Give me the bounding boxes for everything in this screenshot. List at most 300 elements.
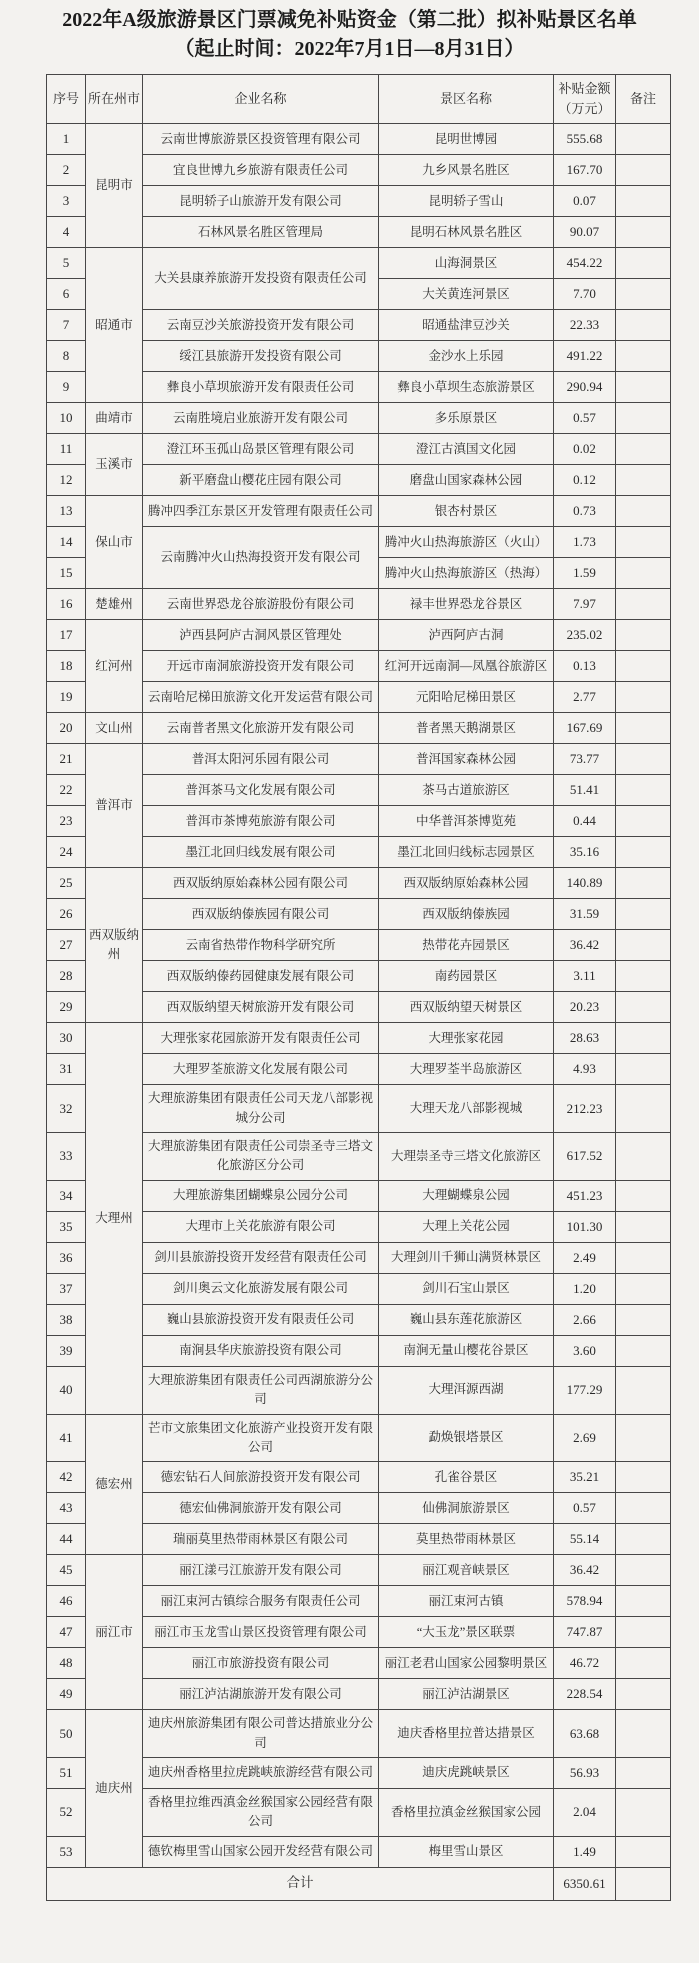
row-number-cell: 51 [47, 1758, 86, 1789]
amount-cell: 0.12 [554, 465, 616, 496]
city-cell: 丽江市 [86, 1555, 143, 1710]
remark-cell [616, 310, 671, 341]
company-cell: 澄江环玉孤山岛景区管理有限公司 [143, 434, 379, 465]
scenic-area-cell: 普洱国家森林公园 [379, 744, 554, 775]
row-number-cell: 29 [47, 992, 86, 1023]
amount-cell: 90.07 [554, 217, 616, 248]
remark-cell [616, 1335, 671, 1366]
amount-cell: 73.77 [554, 744, 616, 775]
company-cell: 泸西县阿庐古洞风景区管理处 [143, 620, 379, 651]
company-cell: 大理张家花园旅游开发有限责任公司 [143, 1023, 379, 1054]
row-number-cell: 26 [47, 899, 86, 930]
scenic-area-cell: 多乐原景区 [379, 403, 554, 434]
table-row [47, 1710, 671, 1758]
scenic-area-cell: 禄丰世界恐龙谷景区 [379, 589, 554, 620]
row-number-cell: 16 [47, 589, 86, 620]
amount-cell: 2.69 [554, 1414, 616, 1462]
scenic-area-cell: 剑川石宝山景区 [379, 1273, 554, 1304]
company-cell: 石林风景名胜区管理局 [143, 217, 379, 248]
amount-cell: 1.49 [554, 1836, 616, 1867]
scenic-area-cell: 大关黄连河景区 [379, 279, 554, 310]
scenic-area-cell: 昆明世博园 [379, 124, 554, 155]
row-number-cell: 53 [47, 1836, 86, 1867]
amount-cell: 51.41 [554, 775, 616, 806]
scenic-area-cell: 丽江束河古镇 [379, 1586, 554, 1617]
remark-cell [616, 620, 671, 651]
amount-cell: 451.23 [554, 1180, 616, 1211]
document-title-line2: （起止时间：2022年7月1日—8月31日） [174, 38, 525, 60]
company-cell: 香格里拉维西滇金丝猴国家公园经营有限公司 [143, 1789, 379, 1837]
row-number-cell: 8 [47, 341, 86, 372]
company-cell: 宜良世博九乡旅游有限责任公司 [143, 155, 379, 186]
row-number-cell: 37 [47, 1273, 86, 1304]
company-cell: 丽江泸沽湖旅游开发有限公司 [143, 1679, 379, 1710]
remark-cell [616, 1789, 671, 1837]
header-remark: 备注 [616, 75, 671, 124]
company-cell: 昆明轿子山旅游开发有限公司 [143, 186, 379, 217]
scenic-area-cell: 梅里雪山景区 [379, 1836, 554, 1867]
remark-cell [616, 1085, 671, 1133]
company-cell: 德宏钻石人间旅游投资开发有限公司 [143, 1462, 379, 1493]
row-number-cell: 28 [47, 961, 86, 992]
row-number-cell: 47 [47, 1617, 86, 1648]
scenic-area-cell: 南涧无量山樱花谷景区 [379, 1335, 554, 1366]
amount-cell: 101.30 [554, 1211, 616, 1242]
company-cell: 德宏仙佛洞旅游开发有限公司 [143, 1493, 379, 1524]
remark-cell [616, 248, 671, 279]
row-number-cell: 30 [47, 1023, 86, 1054]
row-number-cell: 17 [47, 620, 86, 651]
amount-cell: 28.63 [554, 1023, 616, 1054]
city-cell: 保山市 [86, 496, 143, 589]
remark-cell [616, 186, 671, 217]
amount-cell: 140.89 [554, 868, 616, 899]
scenic-area-cell: 红河开远南洞—凤凰谷旅游区 [379, 651, 554, 682]
row-number-cell: 49 [47, 1679, 86, 1710]
row-number-cell: 41 [47, 1414, 86, 1462]
company-cell: 德钦梅里雪山国家公园开发经营有限公司 [143, 1836, 379, 1867]
scenic-area-cell: 墨江北回归线标志园景区 [379, 837, 554, 868]
company-cell: 新平磨盘山樱花庄园有限公司 [143, 465, 379, 496]
amount-cell: 7.70 [554, 279, 616, 310]
row-number-cell: 36 [47, 1242, 86, 1273]
remark-cell [616, 1133, 671, 1181]
company-cell: 西双版纳望天树旅游开发有限公司 [143, 992, 379, 1023]
scenic-area-cell: 普者黑天鹅湖景区 [379, 713, 554, 744]
header-subsidy-amount: 补贴金额（万元） [554, 75, 616, 124]
row-number-cell: 11 [47, 434, 86, 465]
row-number-cell: 48 [47, 1648, 86, 1679]
company-cell: 剑川奥云文化旅游发展有限公司 [143, 1273, 379, 1304]
table-row [47, 403, 671, 434]
company-cell: 迪庆州香格里拉虎跳峡旅游经营有限公司 [143, 1758, 379, 1789]
company-cell: 西双版纳傣药园健康发展有限公司 [143, 961, 379, 992]
remark-cell [616, 775, 671, 806]
remark-cell [616, 589, 671, 620]
row-number-cell: 39 [47, 1335, 86, 1366]
city-cell: 楚雄州 [86, 589, 143, 620]
amount-cell: 35.16 [554, 837, 616, 868]
amount-cell: 167.70 [554, 155, 616, 186]
amount-cell: 3.60 [554, 1335, 616, 1366]
scenic-area-cell: 大理上关花公园 [379, 1211, 554, 1242]
remark-cell [616, 899, 671, 930]
city-cell: 西双版纳州 [86, 868, 143, 1023]
total-label-cell: 合计 [47, 1867, 554, 1900]
amount-cell: 290.94 [554, 372, 616, 403]
remark-cell [616, 1524, 671, 1555]
city-cell: 普洱市 [86, 744, 143, 868]
table-header [47, 75, 671, 124]
table-row [47, 744, 671, 775]
row-number-cell: 35 [47, 1211, 86, 1242]
row-number-cell: 45 [47, 1555, 86, 1586]
company-cell: 迪庆州旅游集团有限公司普达措旅业分公司 [143, 1710, 379, 1758]
city-cell: 昭通市 [86, 248, 143, 403]
scenic-area-cell: 山海洞景区 [379, 248, 554, 279]
remark-cell [616, 1493, 671, 1524]
row-number-cell: 43 [47, 1493, 86, 1524]
row-number-cell: 46 [47, 1586, 86, 1617]
remark-cell [616, 868, 671, 899]
scenic-area-cell: 孔雀谷景区 [379, 1462, 554, 1493]
amount-cell: 2.66 [554, 1304, 616, 1335]
company-cell: 大理市上关花旅游有限公司 [143, 1211, 379, 1242]
row-number-cell: 5 [47, 248, 86, 279]
remark-cell [616, 930, 671, 961]
scenic-area-cell: 丽江泸沽湖景区 [379, 1679, 554, 1710]
row-number-cell: 38 [47, 1304, 86, 1335]
row-number-cell: 27 [47, 930, 86, 961]
scenic-area-cell: 大理天龙八部影视城 [379, 1085, 554, 1133]
company-cell: 普洱市茶博苑旅游有限公司 [143, 806, 379, 837]
scenic-area-cell: 腾冲火山热海旅游区（热海） [379, 558, 554, 589]
row-number-cell: 25 [47, 868, 86, 899]
amount-cell: 0.57 [554, 1493, 616, 1524]
remark-cell [616, 1366, 671, 1414]
company-cell: 云南省热带作物科学研究所 [143, 930, 379, 961]
company-cell: 墨江北回归线发展有限公司 [143, 837, 379, 868]
city-cell: 曲靖市 [86, 403, 143, 434]
header-city: 所在州市 [86, 75, 143, 124]
header-company: 企业名称 [143, 75, 379, 124]
city-cell: 红河州 [86, 620, 143, 713]
company-cell: 西双版纳傣族园有限公司 [143, 899, 379, 930]
amount-cell: 36.42 [554, 930, 616, 961]
total-amount-cell: 6350.61 [554, 1867, 616, 1900]
amount-cell: 491.22 [554, 341, 616, 372]
amount-cell: 7.97 [554, 589, 616, 620]
row-number-cell: 1 [47, 124, 86, 155]
remark-cell [616, 124, 671, 155]
remark-cell [616, 1758, 671, 1789]
scenic-area-cell: 南药园景区 [379, 961, 554, 992]
table-row [47, 124, 671, 155]
amount-cell: 55.14 [554, 1524, 616, 1555]
row-number-cell: 4 [47, 217, 86, 248]
scenic-area-cell: 仙佛洞旅游景区 [379, 1493, 554, 1524]
remark-cell [616, 465, 671, 496]
remark-cell [616, 1679, 671, 1710]
scenic-area-cell: 中华普洱茶博览苑 [379, 806, 554, 837]
remark-cell [616, 1211, 671, 1242]
remark-cell [616, 341, 671, 372]
row-number-cell: 10 [47, 403, 86, 434]
amount-cell: 56.93 [554, 1758, 616, 1789]
remark-cell [616, 1836, 671, 1867]
amount-cell: 3.11 [554, 961, 616, 992]
amount-cell: 63.68 [554, 1710, 616, 1758]
row-number-cell: 15 [47, 558, 86, 589]
scenic-area-cell: 腾冲火山热海旅游区（火山） [379, 527, 554, 558]
company-cell: 普洱太阳河乐园有限公司 [143, 744, 379, 775]
scenic-area-cell: 茶马古道旅游区 [379, 775, 554, 806]
amount-cell: 35.21 [554, 1462, 616, 1493]
remark-cell [616, 496, 671, 527]
remark-cell [616, 1273, 671, 1304]
company-cell: 腾冲四季江东景区开发管理有限责任公司 [143, 496, 379, 527]
row-number-cell: 7 [47, 310, 86, 341]
table-row [47, 1555, 671, 1586]
remark-cell [616, 961, 671, 992]
remark-cell [616, 1304, 671, 1335]
scenic-area-cell: 元阳哈尼梯田景区 [379, 682, 554, 713]
company-cell: 大理罗荃旅游文化发展有限公司 [143, 1054, 379, 1085]
remark-cell [616, 1586, 671, 1617]
row-number-cell: 19 [47, 682, 86, 713]
table-row [47, 434, 671, 465]
company-cell: 普洱茶马文化发展有限公司 [143, 775, 379, 806]
amount-cell: 235.02 [554, 620, 616, 651]
company-cell: 云南胜境启业旅游开发有限公司 [143, 403, 379, 434]
scenic-area-cell: 大理洱源西湖 [379, 1366, 554, 1414]
company-cell: 丽江市玉龙雪山景区投资管理有限公司 [143, 1617, 379, 1648]
scenic-area-cell: 金沙水上乐园 [379, 341, 554, 372]
scenic-area-cell: 丽江老君山国家公园黎明景区 [379, 1648, 554, 1679]
company-cell: 云南哈尼梯田旅游文化开发运营有限公司 [143, 682, 379, 713]
table-row [47, 1023, 671, 1054]
row-number-cell: 42 [47, 1462, 86, 1493]
company-cell: 大理旅游集团蝴蝶泉公园分公司 [143, 1180, 379, 1211]
company-cell: 剑川县旅游投资开发经营有限责任公司 [143, 1242, 379, 1273]
company-cell: 开远市南洞旅游投资开发有限公司 [143, 651, 379, 682]
company-cell: 彝良小草坝旅游开发有限责任公司 [143, 372, 379, 403]
company-cell: 云南世界恐龙谷旅游股份有限公司 [143, 589, 379, 620]
total-row [47, 1867, 671, 1900]
city-cell: 迪庆州 [86, 1710, 143, 1868]
scenic-area-cell: 大理罗荃半岛旅游区 [379, 1054, 554, 1085]
remark-cell [616, 806, 671, 837]
scenic-area-cell: 大理蝴蝶泉公园 [379, 1180, 554, 1211]
remark-cell [616, 1710, 671, 1758]
scenic-area-cell: 勐焕银塔景区 [379, 1414, 554, 1462]
city-cell: 德宏州 [86, 1414, 143, 1555]
subsidy-table-body [47, 124, 671, 1868]
row-number-cell: 12 [47, 465, 86, 496]
remark-cell [616, 1555, 671, 1586]
city-cell: 玉溪市 [86, 434, 143, 496]
scenic-area-cell: 泸西阿庐古洞 [379, 620, 554, 651]
row-number-cell: 44 [47, 1524, 86, 1555]
amount-cell: 177.29 [554, 1366, 616, 1414]
scenic-area-cell: 热带花卉园景区 [379, 930, 554, 961]
city-cell: 昆明市 [86, 124, 143, 248]
table-row [47, 620, 671, 651]
row-number-cell: 50 [47, 1710, 86, 1758]
scenic-area-cell: 昆明轿子雪山 [379, 186, 554, 217]
subsidy-table [46, 74, 671, 1901]
scenic-area-cell: 莫里热带雨林景区 [379, 1524, 554, 1555]
total-remark-cell [616, 1867, 671, 1900]
company-cell: 云南世博旅游景区投资管理有限公司 [143, 124, 379, 155]
table-row [47, 248, 671, 279]
scenic-area-cell: 大理张家花园 [379, 1023, 554, 1054]
company-cell: 大理旅游集团有限责任公司西湖旅游分公司 [143, 1366, 379, 1414]
scenic-area-cell: 香格里拉滇金丝猴国家公园 [379, 1789, 554, 1837]
company-cell: 巍山县旅游投资开发有限责任公司 [143, 1304, 379, 1335]
company-cell: 大理旅游集团有限责任公司崇圣寺三塔文化旅游区分公司 [143, 1133, 379, 1181]
amount-cell: 617.52 [554, 1133, 616, 1181]
scenic-area-cell: 磨盘山国家森林公园 [379, 465, 554, 496]
company-cell: 云南普者黑文化旅游开发有限公司 [143, 713, 379, 744]
amount-cell: 0.07 [554, 186, 616, 217]
row-number-cell: 24 [47, 837, 86, 868]
remark-cell [616, 1648, 671, 1679]
amount-cell: 2.77 [554, 682, 616, 713]
row-number-cell: 9 [47, 372, 86, 403]
row-number-cell: 3 [47, 186, 86, 217]
remark-cell [616, 1414, 671, 1462]
remark-cell [616, 713, 671, 744]
remark-cell [616, 558, 671, 589]
remark-cell [616, 1242, 671, 1273]
amount-cell: 0.57 [554, 403, 616, 434]
amount-cell: 578.94 [554, 1586, 616, 1617]
row-number-cell: 20 [47, 713, 86, 744]
row-number-cell: 31 [47, 1054, 86, 1085]
remark-cell [616, 1180, 671, 1211]
company-cell: 丽江市旅游投资有限公司 [143, 1648, 379, 1679]
amount-cell: 0.44 [554, 806, 616, 837]
table-footer [47, 1867, 671, 1900]
company-cell: 绥江县旅游开发投资有限公司 [143, 341, 379, 372]
row-number-cell: 32 [47, 1085, 86, 1133]
scenic-area-cell: 西双版纳原始森林公园 [379, 868, 554, 899]
remark-cell [616, 403, 671, 434]
document-title-line1: 2022年A级旅游景区门票减免补贴资金（第二批）拟补贴景区名单 [62, 9, 637, 31]
scenic-area-cell: 昭通盐津豆沙关 [379, 310, 554, 341]
remark-cell [616, 682, 671, 713]
scenic-area-cell: “大玉龙”景区联票 [379, 1617, 554, 1648]
scenic-area-cell: 昆明石林风景名胜区 [379, 217, 554, 248]
remark-cell [616, 155, 671, 186]
scenic-area-cell: 大理崇圣寺三塔文化旅游区 [379, 1133, 554, 1181]
table-row [47, 589, 671, 620]
scenic-area-cell: 彝良小草坝生态旅游景区 [379, 372, 554, 403]
remark-cell [616, 1054, 671, 1085]
remark-cell [616, 217, 671, 248]
scenic-area-cell: 澄江古滇国文化园 [379, 434, 554, 465]
amount-cell: 1.73 [554, 527, 616, 558]
company-cell: 大理旅游集团有限责任公司天龙八部影视城分公司 [143, 1085, 379, 1133]
amount-cell: 0.13 [554, 651, 616, 682]
scenic-area-cell: 西双版纳望天树景区 [379, 992, 554, 1023]
table-row [47, 713, 671, 744]
scenic-area-cell: 银杏村景区 [379, 496, 554, 527]
table-row [47, 1414, 671, 1462]
company-cell: 云南腾冲火山热海投资开发有限公司 [143, 527, 379, 589]
remark-cell [616, 1617, 671, 1648]
company-cell: 大关县康养旅游开发投资有限责任公司 [143, 248, 379, 310]
row-number-cell: 33 [47, 1133, 86, 1181]
table-header-row [47, 75, 671, 124]
amount-cell: 20.23 [554, 992, 616, 1023]
company-cell: 丽江束河古镇综合服务有限责任公司 [143, 1586, 379, 1617]
remark-cell [616, 651, 671, 682]
scenic-area-cell: 大理剑川千狮山满贤林景区 [379, 1242, 554, 1273]
remark-cell [616, 372, 671, 403]
remark-cell [616, 837, 671, 868]
amount-cell: 747.87 [554, 1617, 616, 1648]
amount-cell: 22.33 [554, 310, 616, 341]
scenic-area-cell: 迪庆虎跳峡景区 [379, 1758, 554, 1789]
company-cell: 丽江漾弓江旅游开发有限公司 [143, 1555, 379, 1586]
remark-cell [616, 744, 671, 775]
header-scenic-area: 景区名称 [379, 75, 554, 124]
amount-cell: 1.20 [554, 1273, 616, 1304]
row-number-cell: 14 [47, 527, 86, 558]
row-number-cell: 2 [47, 155, 86, 186]
amount-cell: 0.02 [554, 434, 616, 465]
row-number-cell: 34 [47, 1180, 86, 1211]
scenic-area-cell: 丽江观音峡景区 [379, 1555, 554, 1586]
remark-cell [616, 434, 671, 465]
company-cell: 西双版纳原始森林公园有限公司 [143, 868, 379, 899]
amount-cell: 36.42 [554, 1555, 616, 1586]
row-number-cell: 18 [47, 651, 86, 682]
company-cell: 南涧县华庆旅游投资有限公司 [143, 1335, 379, 1366]
remark-cell [616, 992, 671, 1023]
amount-cell: 454.22 [554, 248, 616, 279]
row-number-cell: 22 [47, 775, 86, 806]
row-number-cell: 40 [47, 1366, 86, 1414]
row-number-cell: 21 [47, 744, 86, 775]
amount-cell: 167.69 [554, 713, 616, 744]
amount-cell: 31.59 [554, 899, 616, 930]
row-number-cell: 6 [47, 279, 86, 310]
remark-cell [616, 527, 671, 558]
amount-cell: 46.72 [554, 1648, 616, 1679]
remark-cell [616, 1462, 671, 1493]
amount-cell: 2.49 [554, 1242, 616, 1273]
row-number-cell: 23 [47, 806, 86, 837]
amount-cell: 212.23 [554, 1085, 616, 1133]
scenic-area-cell: 西双版纳傣族园 [379, 899, 554, 930]
company-cell: 芒市文旅集团文化旅游产业投资开发有限公司 [143, 1414, 379, 1462]
table-row [47, 868, 671, 899]
company-cell: 瑞丽莫里热带雨林景区有限公司 [143, 1524, 379, 1555]
amount-cell: 4.93 [554, 1054, 616, 1085]
header-row-number: 序号 [47, 75, 86, 124]
amount-cell: 0.73 [554, 496, 616, 527]
row-number-cell: 13 [47, 496, 86, 527]
table-row [47, 496, 671, 527]
scenic-area-cell: 九乡风景名胜区 [379, 155, 554, 186]
remark-cell [616, 1023, 671, 1054]
city-cell: 大理州 [86, 1023, 143, 1414]
amount-cell: 555.68 [554, 124, 616, 155]
document-title [20, 6, 680, 64]
